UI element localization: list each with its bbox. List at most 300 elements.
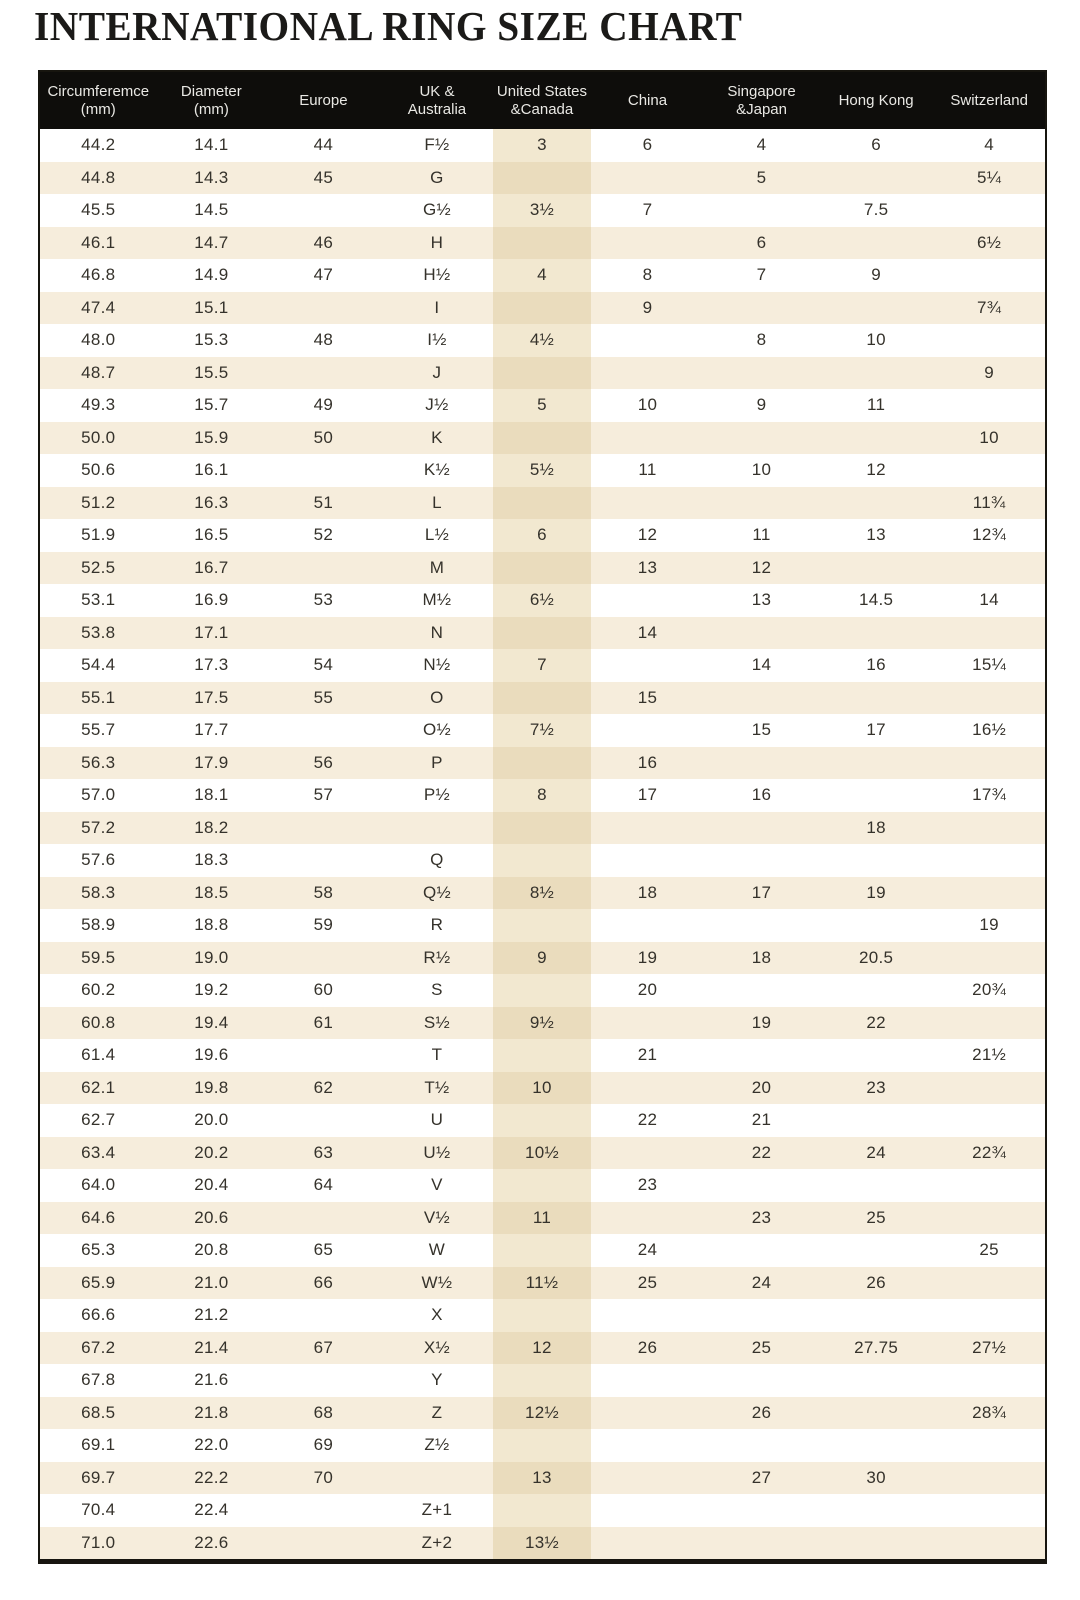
table-cell xyxy=(591,649,705,682)
table-cell xyxy=(933,1007,1045,1040)
table-cell: 23 xyxy=(866,1077,886,1097)
table-cell: Q xyxy=(430,850,444,869)
table-cell: 15.3 xyxy=(194,330,229,349)
table-cell: 55.7 xyxy=(81,720,116,739)
table-cell: 15.1 xyxy=(194,297,229,317)
table-cell: 51.2 xyxy=(81,492,116,512)
table-cell: 25 xyxy=(866,1207,886,1227)
table-cell: 18.2 xyxy=(194,817,229,837)
table-cell: 27 xyxy=(751,1467,772,1487)
table-row xyxy=(40,779,1045,812)
table-cell: U½ xyxy=(423,1142,451,1162)
table-cell: 4½ xyxy=(493,324,590,357)
table-cell xyxy=(819,974,934,1007)
table-cell: 6 xyxy=(756,232,767,252)
table-cell xyxy=(704,487,819,520)
table-cell xyxy=(493,1234,590,1267)
table-row xyxy=(40,1039,1045,1072)
table-cell: 19 xyxy=(637,947,658,967)
table-cell: 16 xyxy=(866,655,886,674)
table-cell xyxy=(493,1299,590,1332)
table-row xyxy=(40,1007,1045,1040)
table-cell: 14.7 xyxy=(194,232,229,252)
table-row xyxy=(40,649,1045,682)
table-cell: Z½ xyxy=(424,1435,450,1454)
table-cell xyxy=(704,682,819,715)
column-header: United States &Canada xyxy=(496,82,587,118)
table-cell: 5 xyxy=(493,389,590,422)
table-cell: 67.2 xyxy=(81,1337,116,1357)
table-cell: W xyxy=(428,1240,446,1259)
table-cell: 17 xyxy=(751,882,772,902)
table-cell xyxy=(266,454,381,487)
table-cell xyxy=(933,1169,1045,1202)
table-cell xyxy=(591,1137,705,1170)
table-cell: 13½ xyxy=(493,1527,590,1560)
table-cell: 13 xyxy=(866,525,886,544)
table-cell xyxy=(704,747,819,780)
table-cell: 19.6 xyxy=(194,1045,229,1064)
table-cell: H½ xyxy=(423,265,451,284)
table-cell: P xyxy=(431,752,443,772)
table-row xyxy=(40,1137,1045,1170)
table-cell: 7 xyxy=(756,265,767,284)
table-row xyxy=(40,1364,1045,1397)
table-cell xyxy=(704,812,819,845)
table-cell: 50.6 xyxy=(81,460,116,479)
table-cell xyxy=(819,1039,934,1072)
table-cell: 4 xyxy=(984,135,995,154)
table-cell: V xyxy=(431,1175,443,1194)
table-cell xyxy=(704,422,819,455)
table-cell: 60.2 xyxy=(81,980,116,999)
table-cell xyxy=(493,422,590,455)
table-cell: 20.6 xyxy=(194,1207,229,1227)
table-cell: 60.8 xyxy=(81,1012,116,1032)
table-cell xyxy=(266,1299,381,1332)
table-cell: V½ xyxy=(423,1207,450,1227)
table-cell: 24 xyxy=(866,1142,886,1162)
table-cell: 57 xyxy=(313,785,334,804)
table-cell: 53.1 xyxy=(81,590,116,609)
table-cell: H xyxy=(430,232,444,252)
table-cell: P½ xyxy=(423,785,450,804)
table-cell: J xyxy=(432,362,442,382)
table-row xyxy=(40,519,1045,552)
table-cell: 22.2 xyxy=(194,1467,229,1487)
table-cell xyxy=(266,292,381,325)
table-cell: 50 xyxy=(313,427,334,447)
table-row xyxy=(40,1332,1045,1365)
table-cell: Z+1 xyxy=(421,1500,453,1519)
table-cell xyxy=(704,357,819,390)
table-cell: 20.4 xyxy=(194,1175,229,1194)
table-cell: 19.0 xyxy=(194,947,229,967)
table-cell: 20¾ xyxy=(972,980,1007,999)
table-cell: 53.8 xyxy=(81,622,116,642)
table-row xyxy=(40,227,1045,260)
table-cell: 5¼ xyxy=(977,167,1002,187)
table-cell xyxy=(493,1039,590,1072)
table-cell: 62 xyxy=(313,1077,334,1097)
table-row xyxy=(40,812,1045,845)
table-cell: Z xyxy=(431,1402,443,1422)
table-cell xyxy=(266,194,381,227)
table-row xyxy=(40,1397,1045,1430)
table-cell xyxy=(819,292,934,325)
column-header: China xyxy=(627,91,668,109)
table-cell xyxy=(819,779,934,812)
table-row xyxy=(40,1234,1045,1267)
table-cell: Z+2 xyxy=(421,1532,453,1552)
table-cell: 59 xyxy=(313,915,334,934)
table-cell: 48.7 xyxy=(81,362,116,382)
table-cell: 9 xyxy=(642,297,653,317)
table-cell: 64.0 xyxy=(81,1175,116,1194)
table-cell: W½ xyxy=(421,1272,453,1292)
table-cell: 21 xyxy=(637,1045,658,1064)
table-cell: 13 xyxy=(637,557,658,577)
table-cell: 25 xyxy=(637,1272,658,1292)
table-cell xyxy=(704,974,819,1007)
table-cell: 51 xyxy=(313,492,334,512)
table-cell xyxy=(266,812,381,845)
table-cell: 14.9 xyxy=(194,265,229,284)
table-cell: 18.3 xyxy=(194,850,229,869)
table-cell xyxy=(591,844,705,877)
table-cell xyxy=(819,1397,934,1430)
column-header: Singapore &Japan xyxy=(727,82,796,118)
table-cell: 14 xyxy=(979,590,999,609)
table-cell: 54 xyxy=(313,655,334,674)
table-cell xyxy=(933,1462,1045,1495)
table-cell: 5½ xyxy=(493,454,590,487)
table-cell: 15¼ xyxy=(972,655,1007,674)
table-cell: 24 xyxy=(637,1240,658,1259)
table-cell: 46.1 xyxy=(81,232,116,252)
table-row xyxy=(40,682,1045,715)
table-cell xyxy=(381,1462,494,1495)
table-cell xyxy=(933,1104,1045,1137)
table-cell: 15.7 xyxy=(194,395,229,414)
table-cell: 57.0 xyxy=(81,785,116,804)
table-cell xyxy=(266,357,381,390)
table-cell: 6½ xyxy=(493,584,590,617)
table-cell: 65 xyxy=(313,1240,334,1259)
table-cell xyxy=(704,1169,819,1202)
table-row xyxy=(40,454,1045,487)
table-cell: 6 xyxy=(871,135,881,154)
table-cell: 47.4 xyxy=(81,297,116,317)
table-cell: L xyxy=(432,492,442,512)
table-cell: 18 xyxy=(866,817,886,837)
table-cell: 12¾ xyxy=(972,525,1007,544)
table-cell: 64 xyxy=(313,1175,334,1194)
table-row xyxy=(40,487,1045,520)
table-cell: 28¾ xyxy=(972,1402,1007,1422)
table-cell xyxy=(704,909,819,942)
table-row xyxy=(40,747,1045,780)
table-cell: 69.1 xyxy=(81,1435,116,1454)
table-cell: 16 xyxy=(637,752,658,772)
table-cell xyxy=(933,1527,1045,1560)
table-cell: 48.0 xyxy=(81,330,116,349)
table-cell: 58 xyxy=(313,882,334,902)
table-cell xyxy=(266,942,381,975)
table-cell: 16.1 xyxy=(194,460,229,479)
table-cell: 4 xyxy=(756,135,767,154)
table-cell: 6½ xyxy=(977,232,1002,252)
table-cell: S½ xyxy=(423,1012,450,1032)
table-cell: 65.3 xyxy=(81,1240,116,1259)
table-cell: 47 xyxy=(313,265,334,284)
table-cell: 45.5 xyxy=(81,200,116,219)
table-cell: 50.0 xyxy=(81,427,116,447)
table-cell xyxy=(266,1364,381,1397)
table-cell xyxy=(933,617,1045,650)
table-cell: 22 xyxy=(866,1012,886,1032)
table-cell: 9 xyxy=(871,265,881,284)
table-cell xyxy=(266,1202,381,1235)
table-row xyxy=(40,129,1045,162)
table-row xyxy=(40,162,1045,195)
table-cell xyxy=(819,487,934,520)
table-cell xyxy=(591,1299,705,1332)
table-cell: O xyxy=(430,687,444,707)
table-cell: 7½ xyxy=(493,714,590,747)
table-cell: 16.7 xyxy=(194,557,229,577)
column-header: Circumferemce (mm) xyxy=(47,82,150,118)
table-cell: 52.5 xyxy=(81,557,116,577)
table-cell: 56.3 xyxy=(81,752,116,772)
table-cell: Y xyxy=(431,1370,443,1389)
table-row xyxy=(40,259,1045,292)
table-cell: 24 xyxy=(751,1272,772,1292)
table-cell: 54.4 xyxy=(81,655,116,674)
table-cell xyxy=(819,682,934,715)
table-cell: R½ xyxy=(423,947,451,967)
table-cell xyxy=(493,1104,590,1137)
table-cell: 23 xyxy=(751,1207,772,1227)
table-cell xyxy=(933,682,1045,715)
table-cell: 57.6 xyxy=(81,850,116,869)
table-cell: 12 xyxy=(637,525,658,544)
table-cell: K xyxy=(431,427,443,447)
table-cell xyxy=(933,747,1045,780)
table-cell: 22 xyxy=(751,1142,772,1162)
table-cell: 11½ xyxy=(493,1267,590,1300)
table-cell: G½ xyxy=(422,200,451,219)
table-cell: 44.8 xyxy=(81,167,116,187)
table-cell: 69.7 xyxy=(81,1467,116,1487)
table-cell: M xyxy=(429,557,445,577)
table-cell xyxy=(493,1494,590,1527)
table-cell: X½ xyxy=(423,1337,450,1357)
table-cell: 26 xyxy=(637,1337,658,1357)
table-cell: 63 xyxy=(313,1142,334,1162)
table-cell: 20 xyxy=(637,980,658,999)
table-cell: 14.1 xyxy=(194,135,229,154)
table-cell xyxy=(493,162,590,195)
table-cell xyxy=(933,454,1045,487)
table-cell: 20 xyxy=(751,1077,772,1097)
table-cell xyxy=(266,1527,381,1560)
table-cell xyxy=(933,1267,1045,1300)
table-cell: 3½ xyxy=(493,194,590,227)
table-cell xyxy=(493,617,590,650)
table-cell: 7.5 xyxy=(863,200,889,219)
table-cell: 53 xyxy=(313,590,334,609)
table-cell: 27½ xyxy=(972,1337,1007,1357)
table-cell xyxy=(493,292,590,325)
table-cell: S xyxy=(431,980,443,999)
table-cell xyxy=(819,552,934,585)
table-cell xyxy=(819,909,934,942)
table-cell: K½ xyxy=(423,460,450,479)
header-row xyxy=(40,72,1045,129)
table-cell: 4 xyxy=(493,259,590,292)
table-cell: 17.1 xyxy=(194,622,229,642)
table-row xyxy=(40,1494,1045,1527)
table-cell xyxy=(933,324,1045,357)
table-cell: 11 xyxy=(493,1202,590,1235)
table-cell: N½ xyxy=(423,655,451,674)
table-row xyxy=(40,389,1045,422)
table-row xyxy=(40,292,1045,325)
table-cell: I½ xyxy=(427,330,447,349)
table-cell xyxy=(819,1494,934,1527)
table-cell: 30 xyxy=(866,1467,886,1487)
table-cell xyxy=(493,844,590,877)
table-cell: T xyxy=(431,1045,443,1064)
table-cell xyxy=(933,1072,1045,1105)
table-cell: 66 xyxy=(313,1272,334,1292)
table-cell: 67 xyxy=(313,1337,334,1357)
table-cell: 14.3 xyxy=(194,167,229,187)
table-cell: 15 xyxy=(751,720,772,739)
table-cell xyxy=(493,1364,590,1397)
table-row xyxy=(40,1527,1045,1560)
table-cell xyxy=(819,1429,934,1462)
table-cell: M½ xyxy=(422,590,452,609)
table-cell: 55 xyxy=(313,687,334,707)
table-cell: 70 xyxy=(313,1467,334,1487)
table-row xyxy=(40,194,1045,227)
table-cell: F½ xyxy=(424,135,450,154)
table-cell: 14 xyxy=(751,655,772,674)
table-cell: 14.5 xyxy=(194,200,229,219)
table-cell: 7 xyxy=(493,649,590,682)
table-row xyxy=(40,909,1045,942)
table-row xyxy=(40,974,1045,1007)
table-row xyxy=(40,584,1045,617)
table-cell: 17 xyxy=(866,720,886,739)
table-row xyxy=(40,617,1045,650)
table-cell: 18.5 xyxy=(194,882,229,902)
table-cell xyxy=(591,1364,705,1397)
table-cell xyxy=(819,227,934,260)
table-cell xyxy=(704,1494,819,1527)
table-cell xyxy=(704,1039,819,1072)
table-cell xyxy=(493,1169,590,1202)
table-cell xyxy=(933,1202,1045,1235)
table-cell xyxy=(933,812,1045,845)
table-cell xyxy=(493,682,590,715)
table-cell: I xyxy=(434,297,440,317)
table-cell: 62.7 xyxy=(81,1110,116,1129)
table-cell: 3 xyxy=(493,129,590,162)
table-cell: 18.8 xyxy=(194,915,229,934)
table-cell: 49 xyxy=(313,395,334,414)
table-cell xyxy=(591,487,705,520)
table-cell: 16.9 xyxy=(194,590,229,609)
table-body xyxy=(40,129,1045,1559)
table-cell: 63.4 xyxy=(81,1142,116,1162)
table-cell xyxy=(493,909,590,942)
table-cell: 71.0 xyxy=(81,1532,116,1552)
table-cell xyxy=(819,162,934,195)
table-cell: 58.9 xyxy=(81,915,116,934)
table-cell xyxy=(493,227,590,260)
table-cell xyxy=(591,227,705,260)
table-cell xyxy=(493,357,590,390)
table-cell: 70.4 xyxy=(81,1500,116,1519)
table-cell xyxy=(933,389,1045,422)
table-row xyxy=(40,1072,1045,1105)
table-cell: 14 xyxy=(637,622,658,642)
table-cell: 15.5 xyxy=(194,362,229,382)
table-cell: 11 xyxy=(866,395,886,414)
table-cell: 10½ xyxy=(493,1137,590,1170)
table-cell: 56 xyxy=(313,752,334,772)
table-cell: 22 xyxy=(637,1110,658,1129)
table-cell xyxy=(591,1494,705,1527)
table-cell: 19 xyxy=(751,1012,772,1032)
table-cell xyxy=(266,617,381,650)
table-cell: 44 xyxy=(313,135,334,154)
table-row xyxy=(40,1429,1045,1462)
table-cell xyxy=(591,1429,705,1462)
table-cell: 51.9 xyxy=(81,525,116,544)
table-cell: 52 xyxy=(313,525,334,544)
table-cell: 20.2 xyxy=(194,1142,229,1162)
table-cell: 11 xyxy=(638,460,657,479)
table-cell: 21.8 xyxy=(194,1402,229,1422)
table-cell: 18 xyxy=(751,947,772,967)
table-cell xyxy=(591,357,705,390)
table-cell xyxy=(591,1397,705,1430)
table-cell xyxy=(704,1429,819,1462)
table-cell: 17.9 xyxy=(194,752,229,772)
table-cell xyxy=(819,357,934,390)
table-cell xyxy=(933,877,1045,910)
table-cell: 8 xyxy=(756,330,767,349)
table-cell: 60 xyxy=(313,980,334,999)
table-cell xyxy=(704,292,819,325)
table-cell xyxy=(591,812,705,845)
table-cell: 20.0 xyxy=(194,1110,229,1129)
table-cell xyxy=(819,1104,934,1137)
table-cell: 21.2 xyxy=(194,1305,229,1324)
table-cell xyxy=(591,1007,705,1040)
table-cell xyxy=(591,422,705,455)
table-row xyxy=(40,357,1045,390)
table-cell xyxy=(819,844,934,877)
column-header: Switzerland xyxy=(950,91,1028,109)
table-row xyxy=(40,552,1045,585)
table-cell xyxy=(266,1104,381,1137)
table-cell: 9 xyxy=(756,395,767,414)
